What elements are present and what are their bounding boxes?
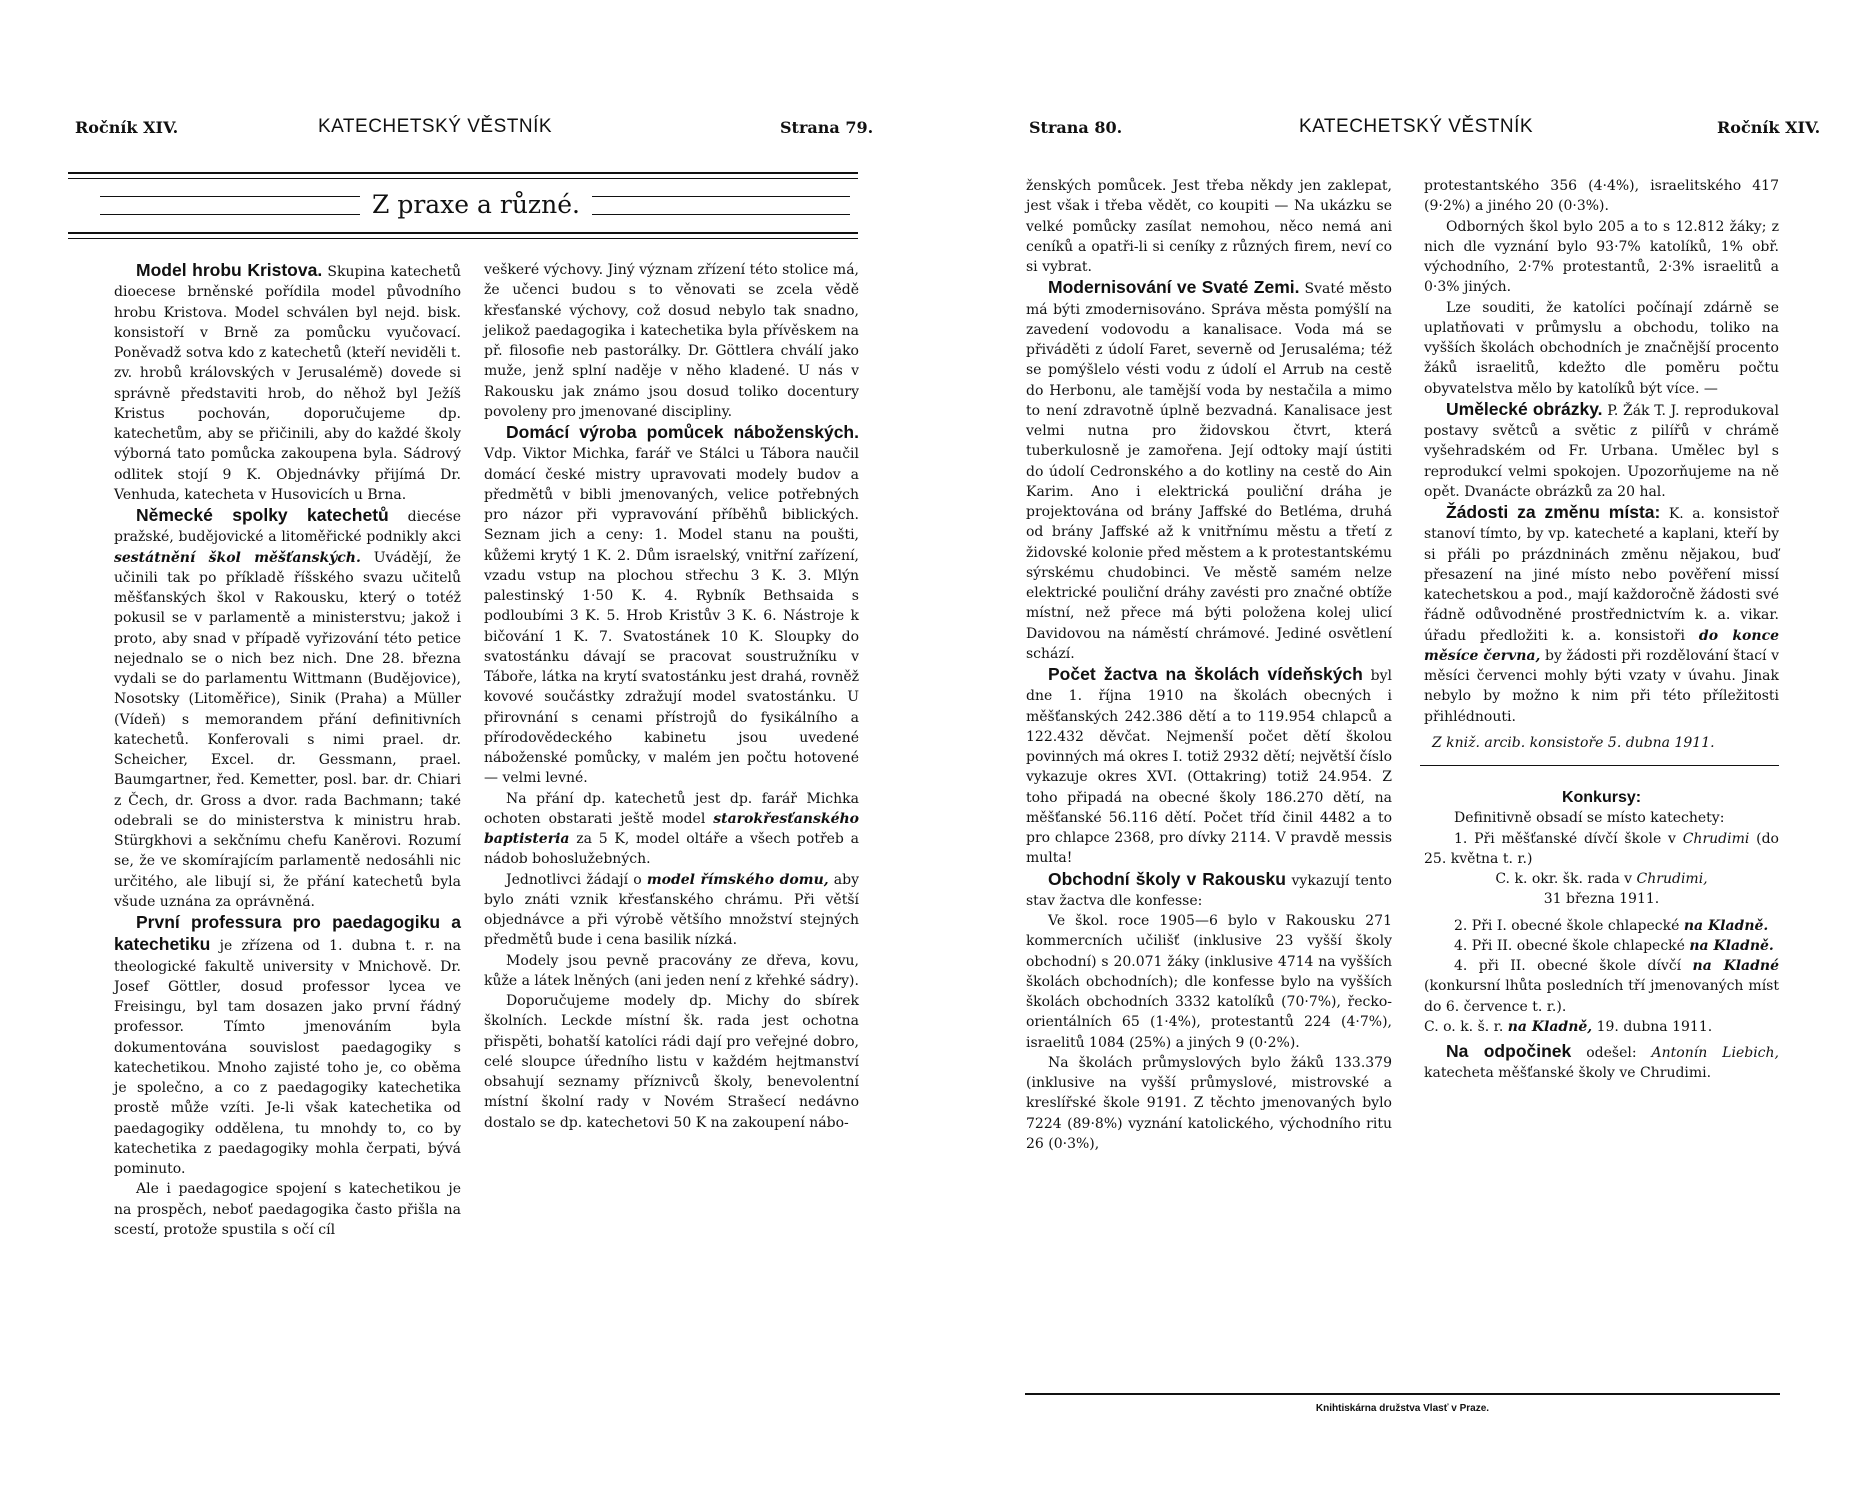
header-volume: Ročník XIV. [75, 118, 179, 137]
article-text: je zřízena od 1. dubna t. r. na theologické fakultě university v Mnichově. Dr. Josef Göttler, dosud professor lycea ve Freisingu, byl tam dosazen jako první řádný professor. Tímto jmenováním byla dokumentována souvislost paedagogiky s katechetikou. Mnoho zajisté toho je, co oběma je společno, a co z paedagogiky katechetika prostě může vzíti. Je-li však katechetika od paedagogiky oddělena, tu mnohdy to, co by katechetika z paedagogiky mohla čerpati, bývá pominuto. [114, 938, 461, 1177]
article-text: Jednotlivci žádají o [506, 871, 647, 888]
header-page-number: Strana 80. [1029, 118, 1123, 137]
place: Chrudimi, [1636, 871, 1708, 887]
paragraph: veškeré výchovy. Jiný význam zřízení této stolice má, že učenci budou s to věnovati se zcela vědě křesťanské výchovy, což dosud nebylo tak snadno, jelikož paedagogika i katechetika byla přívěskem na př. filosofie neb pastorálky. Dr. Göttlera chválí jako muže, jenž splní naděje v něho kladené. U nás v Rakousku jak známo jsou dosud toliko docentury povoleny pro jmenované discipliny. [484, 262, 859, 420]
konkurs-signature: C. k. okr. šk. rada v [1495, 871, 1637, 887]
place: Chrudimi [1682, 830, 1750, 847]
heading-prvni-professura: První professura pro paedagogiku a katechetiku [114, 912, 461, 955]
article-text: byl dne 1. října 1910 na školách obecných i měšťanských 242.386 dětí a to 119.954 chlapců a 122.432 děvčat. Nejmenší počet dětí školou povinných má okres I. totiž 2932 dětí; největší číslo vykazuje okres XVI. (Ottakring) totiž 24.954. Z toho připadá na obecné školy 186.270 dětí, na měšťanské 56.116 dětí. Počet tříd činil 4482 a to pro chlapce 2368, pro dívky 2114. V pravdě messis multa! [1026, 668, 1392, 867]
konkurs-item-4: 4. při II. obecné škole dívčí [1454, 958, 1693, 974]
article-text: Vdp. Viktor Michka, farář ve Stálci u Tábora naučil domácí české mistry upravovati modely budov a předmětů v bibli jmenovaných, velice potřebných pro názor při vypravování příběhů biblických. Seznam jich a ceny: 1. Model stanu na poušti, kůžemi krytý 1 K. 2. Dům israelský, vnitřní zařízení, vzadu vstup na plochou střechu 3 K. 3. Mlýn palestinský 1·50 K. 4. Rybník Bethsaida s podloubími 3 K. 5. Hrob Kristův 3 K. 6. Nástroje k bičování 1 K. 7. Svatostánek 10 K. Sloupky do svatostánku dávají se pracovat soustružníku v Táboře, látka na krytí svatostánku jest drahá, rovněž kovové součástky zdražují model svatostánku. U přirovnání s cenami přístrojů do fysikálního a přírodovědeckého kabinetu jsou uvedené náboženské pomůcky, v malém jen počtu hotovené — velmi levné. [484, 446, 859, 787]
konkurs-signature: C. o. k. š. r. [1424, 1018, 1508, 1035]
heading-model-hrobu: Model hrobu Kristova. [136, 260, 323, 280]
heading-nemecke-spolky: Německé spolky katechetů [136, 505, 389, 525]
page-right [937, 0, 1874, 1500]
emphasis: sestátnění škol měšťanských. [114, 549, 361, 566]
article-text: K. a. konsistoř stanoví tímto, by vp. katecheté a kaplani, kteří by si přáli po prázdninách změnu nějakou, buď přesazení na jiné místo nebo pověření missí katechetskou a pod., mají každoročně žádosti své řádně odůvodněné prostřednictvím k. a. vikar. úřadu předložiti k. a. konsistoři [1424, 506, 1779, 644]
article-text: odešel: [1571, 1045, 1652, 1061]
heading-umelecke-obrazky: Umělecké obrázky. [1446, 398, 1603, 419]
paragraph: Lze souditi, že katolíci počínají zdárně se uplatňovati v průmyslu a obchodu, toliko na vyšších školách obchodních je značnější procento žáků israelitů, kdežto dle poměru počtu obyvatelstva mělo by katolíků být více. — [1424, 299, 1779, 397]
paragraph: Doporučujeme modely dp. Michy do sbírek školních. Leckde místní šk. rada jest ochotna přispěti, bohatší katolíci rádi dají pro veřejné dobro, celé sloupce úředního listu v každém hejtmanství obsahují seznamy příznivců školy, benevolentní místní školní rady v Novém Strašecí nedávno dostalo se dp. katechetovi 50 K na zakoupení nábo- [484, 993, 859, 1131]
heading-modernisovani: Modernisování ve Svaté Zemi. [1048, 277, 1300, 298]
place: na Kladně, [1507, 1018, 1593, 1035]
article-text: za 5 K, model oltáře a všech potřeb a nádob bohoslužebných. [484, 831, 859, 868]
article-text: katecheta měšťanské školy ve Chrudimi. [1424, 1065, 1712, 1082]
heading-na-odpocinek: Na odpočinek [1446, 1041, 1572, 1061]
left-column-2 [484, 260, 859, 1133]
paragraph: ženských pomůcek. Jest třeba někdy jen zaklepat, jest však i třeba vědět, co koupiti — Na ukázku se velké pomůcky zasílat nemohou, něco nemá ani ceníků a opatři-li si ceníky z různých firem, neví co si vybrat. [1026, 178, 1392, 275]
right-column-2 [1424, 176, 1779, 1084]
emphasis: starokřesťanského baptisteria [484, 810, 859, 847]
heading-zadosti: Žádosti za změnu místa: [1446, 502, 1661, 522]
right-column-1 [1026, 176, 1392, 1154]
article-text: Na přání dp. katechetů jest dp. farář Michka ochoten obstarati ještě model [484, 790, 859, 827]
konkurs-item-2: 2. Při I. obecné škole chlapecké [1454, 917, 1684, 934]
heading-pocet-zactva: Počet žactva na školách vídeňských [1048, 664, 1363, 684]
header-journal: KATECHETSKÝ VĚSTNÍK [318, 116, 553, 137]
emphasis: model římského domu, [646, 871, 829, 888]
divider [1420, 765, 1779, 766]
place: na Kladně. [1683, 917, 1769, 934]
konkursy-intro: Definitivně obsadí se místo katechety: [1454, 810, 1725, 827]
paragraph: protestantského 356 (4·4%), israelitského 417 (9·2%) a jiného 20 (0·3%). [1424, 178, 1779, 215]
article-text: Skupina katechetů dioecese brněnské pořídila model původního hrobu Kristova. Model schválen byl nejd. bisk. konsistoří v Brně za pomůcku vyučovací. Poněvadž sotva kdo z katechetů (kteří neviděli t. zv. hrobů královských v Jerusalémě) dovede si správně představiti hrob, do něhož byl Ježíš Kristus pochován, doporučujeme dp. katechetům, aby se přičinili, aby do každé školy výborná tato pomůcka zakoupena byla. Sádrový odlitek stojí 9 K. Objednávky přijímá Dr. Venhuda, katecheta v Husovicích u Brna. [114, 264, 461, 503]
header-page-number: Strana 79. [780, 118, 874, 137]
konkurs-item-3: 4. Při II. obecné škole chlapecké [1454, 937, 1690, 954]
paragraph: Odborných škol bylo 205 a to s 12.812 žáky; z nich dle vyznání bylo 93·7% katolíků, 1% obř. východního, 2·7% protestantů, 2·3% israelitů a 0·3% jiných. [1424, 218, 1779, 296]
heading-domaci-vyroba: Domácí výroba pomůcek náboženských. [506, 422, 859, 442]
konkurs-deadline: (konkursní lhůta posledních tří jmenovaných míst do 6. července t. r.). [1424, 978, 1779, 1015]
paragraph: Modely jsou pevně pracovány ze dřeva, kovu, kůže a látek lněných (ani jeden není z křehké sádry). [484, 952, 859, 989]
article-text: diecése pražské, budějovické a litoměřické podnikly akci [114, 509, 461, 546]
left-column-1 [114, 260, 461, 1240]
konkurs-item-1: 1. Při měšťanské dívčí škole v [1454, 830, 1683, 847]
heading-obchodni-skoly: Obchodní školy v Rakousku [1048, 868, 1286, 889]
article-text: Svaté město má býti zmodernisováno. Správa města pomýšlí na zavedení vodovodu a kanalisace. Voda má se přiváděti z údolí Faret, severně od Jerusaléma; též se pomýšlelo vésti vodu z údolí el Arrub na cestě do Herbonu, ale tamější voda by nestačila a mimo to není zdravotně úplně bezvadná. Kanalisace jest velmi nutna pro židovskou čtvrt, která tuberkulosně je zamořena. Její odtoky mají ústiti do údolí Cedronského a do kotliny na cestě do Ain Karim. Ano i elektrická pouliční dráha je projektována od brány Jaffské do Betléma, druhá od brány Jaffské až k vnitřnímu městu a třetí z židovské kolonie před městem a k protestantskému sýrskému chudobinci. Ve městě samém nelze elektrické pouliční dráhy zavésti pro značné obtíže místní, než přece má býti položena kolej ulicí Davidovou na náměstí chrámové. Jediné osvětlení schází. [1026, 281, 1392, 662]
paragraph: Na školách průmyslových bylo žáků 133.379 (inklusive na vyšší průmyslové, mistrovské a kreslířské škole 9191. Z těchto jmenovaných bylo 7224 (89·8%) vyznání katolického, východního ritu 26 (0·3%), [1026, 1054, 1392, 1152]
header-volume: Ročník XIV. [1717, 118, 1821, 137]
header-journal: KATECHETSKÝ VĚSTNÍK [1299, 116, 1534, 137]
emphasis: do konce měsíce června, [1424, 627, 1779, 664]
signature-konsistor: Z kniž. arcib. konsistoře 5. dubna 1911. [1432, 734, 1715, 751]
person-name: Antonín Liebich, [1651, 1045, 1779, 1061]
article-text: Uvádějí, že učinili tak po příkladě říšského svazu učitelů měšťanských škol v Rakousku, který o totéž pokusil se v parlamentě a ministerstvu; jakož i proto, aby snad v případě vyřizování této petice nejednalo se o nich bez nich. Dne 28. března vydali se do parlamentu Wittmann (Budějovice), Nosotsky (Litoměřice), Sinik (Praha) a Müller (Vídeň) s memorandem přání definitivních katechetů. Konferovali s nimi prael. dr. Scheicher, Excel. dr. Gessmann, prael. Baumgartner, řed. Kemetter, posl. bar. dr. Chiari z Čech, dr. Gross a dvor. rada Bachmann; také odebrali se do ministerstva k ministru hrab. Stürgkhovi a sekčnímu chefu Kaněrovi. Rozumí se, že ve skomírajícím parlamentě nedosáhli nic určitého, ale libují si, že přání katechetů byla všude uznána za oprávněná. [114, 549, 461, 910]
konkurs-deadline: (do 25. května t. r.) [1424, 830, 1779, 867]
article-text: vykazují tento stav žactva dle konfesse: [1026, 872, 1392, 909]
footer-rule [1025, 1393, 1780, 1395]
place: na Kladné [1692, 958, 1780, 974]
konkurs-date: 19. dubna 1911. [1592, 1018, 1713, 1035]
konkursy-title: Konkursy: [1561, 789, 1642, 806]
imprint: Knihtiskárna družstva Vlasť v Praze. [1315, 1403, 1490, 1414]
place: na Kladně. [1689, 937, 1774, 954]
article-text: aby bylo znáti vznik křesťanského chrámu. Při větší objednávce a při výrobě většího množství stejných předmětů bude i cena basilik nízká. [484, 871, 860, 949]
article-text: by žádosti při rozdělování štací v měsíci červenci mohly býti vzaty v úvahu. Jinak nebylo by možno k nim při této příležitosti přihlédnouti. [1424, 647, 1780, 725]
konkurs-date: 31 března 1911. [1543, 891, 1660, 908]
paragraph: Ale i paedagogice spojení s katechetikou je na prospěch, neboť paedagogika často přišla na scestí, protože spustila s očí cíl [114, 1181, 461, 1238]
article-text: P. Žák T. J. reprodukoval postavy světců a světic z pilířů v chrámě vyšehradském od Fr. Urbana. Umělec byl s reprodukcí velmi spokojen. Upozorňujeme na ně opět. Dvanácte obrázků za 20 hal. [1424, 402, 1780, 500]
paragraph: Ve škol. roce 1905—6 bylo v Rakousku 271 kommercních učilišť (inklusive 23 vyšší školy obchodní) s 20.071 žáky (inklusive 4714 na vyšších školách obchodních); dle konfesse bylo na vyšších školách obchodních 3332 katolíků (70·7%), řecko-orientálních 65 (1·4%), protestantů 224 (4·7%), israelitů 1084 (25%) a jiných 9 (0·2%). [1026, 913, 1392, 1051]
section-title: Z praxe a různé. [360, 190, 592, 219]
